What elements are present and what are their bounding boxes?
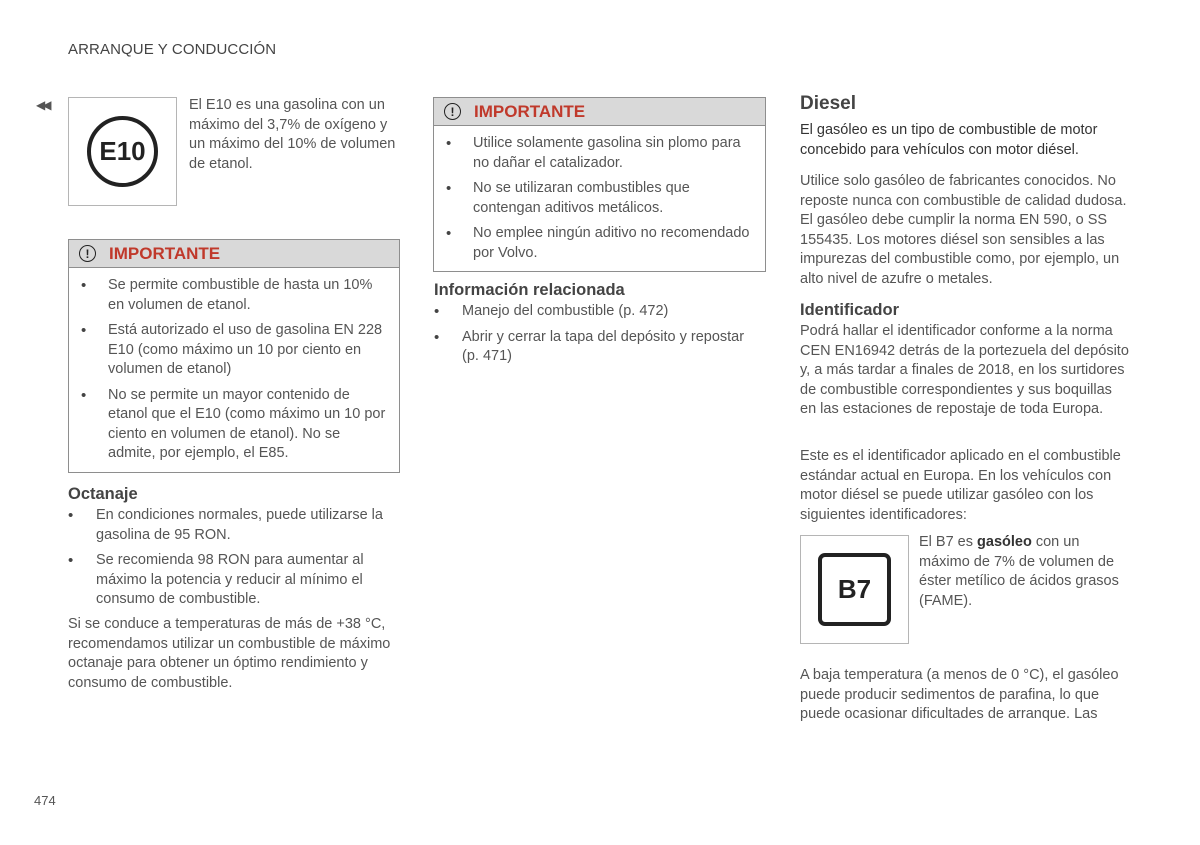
list-item: • No emplee ningún aditivo no recomendado por Volvo. [446,224,755,263]
warning-icon: ! [79,245,96,262]
b7-text-pre: El B7 es [919,534,978,550]
diesel-lead: El gasóleo es un tipo de combustible de motor concebido para vehículos con motor diésel. [800,122,1098,158]
diesel-paragraph-4: A baja temperatura (a menos de 0 °C), el gasóleo puede producir sedimentos de parafina, lo que puede ocasionar dificultades de arranque. Las [800,667,1119,722]
identifier-title: Identificador [800,301,900,319]
diesel-paragraph-1: Utilice solo gasóleo de fabricantes conocidos. No reposte nunca con combustible de calidad dudosa. El gasóleo debe cumplir la norma EN 590, o SS 155435. Los motores diésel son sensibles a las impurezas del combustible como, por ejemplo, un alto nivel de azufre o metales. [800,173,1127,287]
b7-description [919,533,1134,611]
important-list [434,126,765,271]
octane-list [68,506,398,616]
related-info-list [434,302,764,373]
list-item: • No se permite un mayor contenido de etanol que el E10 (como máximo un 10 por ciento en volumen de etanol). No se admite, por ejemplo, el E85. [81,386,389,464]
section-header: ARRANQUE Y CONDUCCIÓN [68,41,277,58]
list-item: • En condiciones normales, puede utilizarse la gasolina de 95 RON. [68,506,398,545]
important-box-gasolina [433,97,766,272]
b7-label-image [800,535,909,644]
octane-title: Octanaje [68,485,138,503]
list-item: • Está autorizado el uso de gasolina EN 228 E10 (como máximo un 10 por ciento en volumen de etanol) [81,321,389,380]
identifier-paragraph-1: Podrá hallar el identificador conforme a la norma CEN EN16942 detrás de la portezuela del depósito y, a más tardar a finales de 2018, en los surtidores de combustible correspondientes y sus boquillas en las estaciones de repostaje de toda Europa. [800,323,1129,417]
b7-badge: B7 [818,553,891,626]
b7-text-post: con un máximo de 7% de volumen de éster metílico de ácidos grasos (FAME). [919,534,1119,609]
e10-badge: E10 [87,116,158,187]
back-arrow-icon[interactable]: ◀◀ [36,98,49,112]
octane-paragraph: Si se conduce a temperaturas de más de +38 °C, recomendamos utilizar un combustible de máximo octanaje para obtener un óptimo rendimiento y consumo de combustible. [68,616,391,691]
related-link[interactable]: • Abrir y cerrar la tapa del depósito y repostar (p. 471) [434,328,764,367]
important-header [434,98,765,126]
important-box-etanol [68,239,400,473]
diesel-title: Diesel [800,93,856,114]
page-number: 474 [34,793,56,808]
important-title: IMPORTANTE [109,243,221,263]
list-item: • Se recomienda 98 RON para aumentar al máximo la potencia y reducir al mínimo el consumo de combustible. [68,551,398,610]
related-info-title: Información relacionada [434,281,625,299]
important-title: IMPORTANTE [474,101,586,121]
important-header [69,240,399,268]
identifier-paragraph-2: Este es el identificador aplicado en el combustible estándar actual en Europa. En los vehículos con motor diésel se puede utilizar gasóleo con los siguientes identificadores: [800,448,1121,523]
related-link[interactable]: • Manejo del combustible (p. 472) [434,302,764,322]
list-item: • Utilice solamente gasolina sin plomo para no dañar el catalizador. [446,134,755,173]
warning-icon: ! [444,103,461,120]
important-list [69,268,399,472]
list-item: • Se permite combustible de hasta un 10% en volumen de etanol. [81,276,389,315]
e10-description: El E10 es una gasolina con un máximo del 3,7% de oxígeno y un máximo del 10% de volumen de etanol. [189,97,396,172]
list-item: • No se utilizaran combustibles que contengan aditivos metálicos. [446,179,755,218]
e10-label-image [68,97,177,206]
b7-text-bold: gasóleo [977,534,1032,550]
